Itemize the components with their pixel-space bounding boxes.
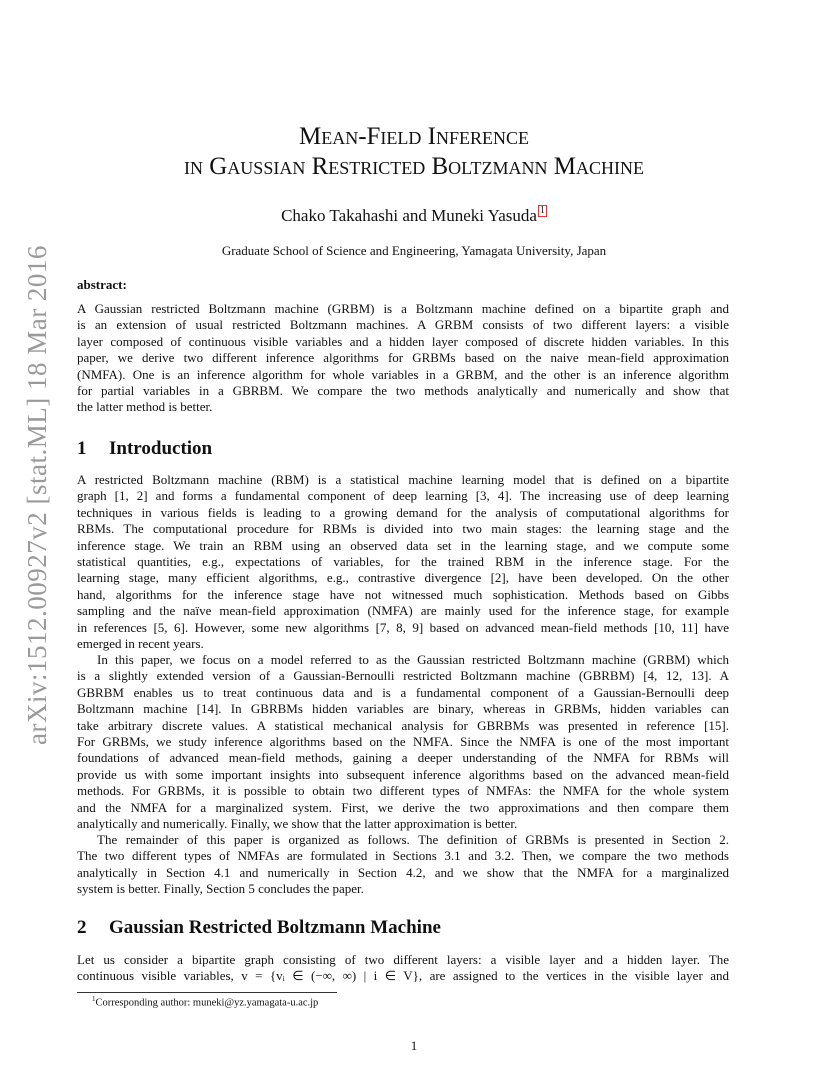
text-line: graph [1, 2] and forms a fundamental component of deep learning [3, 4]. The increasing use of deep learning [77,488,729,504]
text-line: analytically and numerically. Finally, we show that the latter approximation is better. [77,815,518,831]
text-line: take arbitrary discrete values. A statistical mechanical analysis for GBRBMs was presented in reference [15]. [77,717,729,733]
footnote-rule [77,992,337,993]
section-1-number: 1 [77,438,87,459]
footnote-link-mark[interactable]: 1 [539,205,545,216]
text-line: RBMs. The computational procedure for RBMs is divided into two main stages: the learning stage and the [77,521,729,537]
text-line: learning stage, many efficient algorithms, e.g., contrastive divergence [2], have been developed. On the other [77,570,729,586]
section-2-heading [77,917,441,939]
intro-paragraph-3 [77,832,729,898]
text-line: hand, algorithms for the inference stage have not witnessed much sophistication. Methods based on Gibbs [77,586,729,602]
intro-paragraph-2 [77,652,729,832]
text-line: A Gaussian restricted Boltzmann machine (GRBM) is a Boltzmann machine defined on a bipartite graph and [77,301,729,316]
text-line: is a slightly extended version of a Gaussian-Bernoulli restricted Boltzmann machine (GBRBM) [4, 12, 13]. A [77,668,729,684]
section-2-title: Gaussian Restricted Boltzmann Machine [109,917,441,938]
text-line: GBRBM enables us to treat continuous data and is a fundamental component of a Gaussian-Bernoulli deep [77,684,729,700]
text-line: analytically in Section 4.1 and numerically in Section 4.2, and we show that the NMFA for a marginalized [77,864,729,880]
footnote [92,995,318,1009]
intro-paragraph-1 [77,472,729,652]
text-line: statistical quantities, e.g., expectations of variables, for the trained RBM in the inference stage. For the [77,553,729,569]
text-line: emerged in recent years. [77,635,204,651]
section-1-title: Introduction [109,438,213,459]
text-line: inference stage. We train an RBM using an observed data set in the learning stage, and we compute some [77,537,729,553]
footnote-mark: 1 [92,995,96,1003]
text-line: sampling and the naïve mean-field approximation (NMFA) are mainly used for the inference stage, for example [77,603,729,619]
title-line-1-text: Mean-Field Inference [298,123,529,150]
text-line: system is better. Finally, Section 5 concludes the paper. [77,881,364,897]
text-line: and the NMFA for a marginalized system. First, we derive the two approximations and then compare them [77,799,729,815]
text-line: The two different types of NMFAs are formulated in Sections 3.1 and 3.2. Then, we compare the two methods [77,848,729,864]
text-line: foundations of advanced mean-field methods, gaining a deeper understanding of the NMFA for RBMs will [77,750,729,766]
affiliation: Graduate School of Science and Engineering, Yamagata University, Japan [221,243,607,258]
page-number: 1 [410,1038,418,1053]
abstract-body [77,301,729,416]
author-line [0,205,828,226]
section-2-number: 2 [77,917,87,938]
text-line: the latter method is better. [77,399,213,415]
paper-title-line-1 [0,122,828,151]
text-line: The remainder of this paper is organized as follows. The definition of GRBMs is presented in Section 2. [97,832,729,847]
paper-title-line-2 [0,152,828,181]
title-line-2-text: in Gaussian Restricted Boltzmann Machine [184,153,644,180]
text-line: In this paper, we focus on a model referred to as the Gaussian restricted Boltzmann machine (GRBM) which [97,652,729,667]
section-2-body [77,952,729,985]
text-line: is an extension of usual restricted Boltzmann machines. A GRBM consists of two different layers: a visible [77,317,729,333]
abstract-heading: abstract: [77,277,127,292]
footnote-text: Corresponding author: muneki@yz.yamagata-u.ac.jp [95,997,319,1009]
text-line: Let us consider a bipartite graph consisting of two different layers: a visible layer and a hidden layer. The [77,952,729,967]
text-line: in references [5, 6]. However, some new algorithms [7, 8, 9] based on advanced mean-field methods [10, 11] have [77,619,729,635]
author-names: Chako Takahashi and Muneki Yasuda [281,206,537,225]
text-line: layer composed of continuous visible variables and a hidden layer composed of discrete hidden variables. In this [77,333,729,349]
text-line: paper, we derive two different inference algorithms for GRBMs based on the naive mean-field approximation [77,350,729,366]
text-line: A restricted Boltzmann machine (RBM) is a statistical machine learning model that is defined on a bipartite [77,472,729,487]
text-line: Boltzmann machine [14]. In GBRBMs hidden variables are binary, whereas in GRBMs, hidden variables can [77,701,729,717]
text-line: For GRBMs, we study inference algorithms based on the NMFA. Since the NMFA is one of the most important [77,733,729,749]
section-1-heading [77,438,212,460]
text-line: continuous visible variables, v = {vᵢ ∈ (−∞, ∞) | i ∈ V}, are assigned to the vertices in the visible layer and [77,968,729,984]
text-line: methods. For GRBMs, it is possible to obtain two different types of NMFAs: the NMFA for the whole system [77,783,729,799]
text-line: techniques in various fields is leading to a growing demand for the analysis of computational algorithms for [77,504,729,520]
text-line: provide us with some important insights into subsequent inference algorithms based on the advanced mean-field [77,766,729,782]
text-line: for partial variables in a GBRBM. We compare the two methods analytically and numerically and show that [77,382,729,398]
text-line: (NMFA). One is an inference algorithm for whole variables in a GRBM, and the other is an inference algorithm [77,366,729,382]
arxiv-side-stamp: arXiv:1512.00927v2 [stat.ML] 18 Mar 2016 [22,245,52,745]
